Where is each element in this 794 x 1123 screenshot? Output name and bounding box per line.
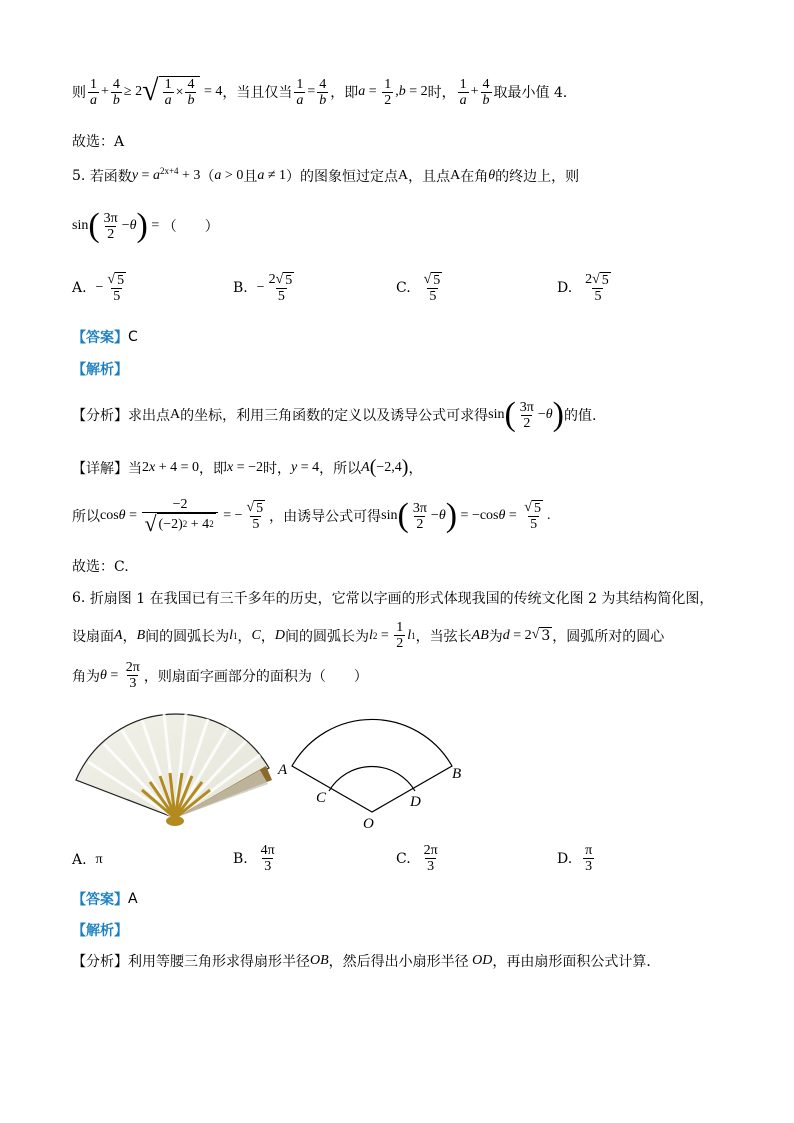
q6-option-c[interactable]: C. $\frac{2\pi}{3}$ — [396, 843, 438, 874]
q5-cos-line: 所以 cos θ = −2 √ (−2) 2 + 4 2 = − √ 5 5 ，由诱导公式可得 sin ( $\frac{3\pi}{2}$ − θ ) = −cos θ = √ 5 5 . — [72, 497, 551, 536]
q6-option-d[interactable]: D. $\frac{\pi}{3}$ — [557, 843, 593, 874]
label-o: O — [363, 816, 374, 832]
inequality-line: 则 $\frac{1}{a}$ + $\frac{4}{b}$ ≥ 2 √ $\frac{1}{a}$ × $\frac{4}{b}$ = 4 ，当且仅当 $\frac{1}{a}$ = $\frac{4}{b}$ ，即 a = $\frac{1}{2}$ , b = 2 时， $\frac{1}{a}$ + $\frac{4}{b}$ 取最小值 4． — [72, 74, 577, 108]
q6-stem-3: 角为 θ = $\frac{2\pi}{3}$ ，则扇面字画部分的面积为（ ） — [72, 660, 368, 691]
q6-analysis-label: 【解析】 — [72, 923, 128, 939]
choose-a-line: 故选：A — [72, 134, 125, 150]
q5-option-d[interactable]: D. 2 √ 5 5 — [557, 272, 609, 304]
q6-option-a[interactable]: A. π — [72, 852, 103, 868]
q5-option-c[interactable]: C. √ 5 5 — [396, 272, 441, 304]
q6-option-b[interactable]: B. $\frac{4\pi}{3}$ — [233, 843, 275, 874]
label-d: D — [410, 794, 421, 810]
q6-fenxi: 【分析】 利用等腰三角形求得扇形半径 OB ，然后得出小扇形半径 OD ，再由扇形面积公式计算． — [72, 953, 661, 970]
label-a: A — [278, 762, 288, 778]
q6-stem-1: 6. 折扇图 1 在我国已有三千多年的历史，它常以字画的形式体现我国的传统文化图 2 为其结构简化图， — [72, 590, 714, 607]
q5-stem: 5. 若函数 y = a $^{2x+4}$ + 3 （ a > 0 且 a ≠ 1 ）的图象恒过定点 A ，且点 A 在角 θ 的终边上，则 — [72, 166, 580, 185]
label-b: B — [452, 766, 462, 782]
q5-detail: 【详解】 当 2 x + 4 = 0 ，即 x = −2 时， y = 4 ，所以 A ( −2,4 ) ， — [72, 456, 423, 478]
q5-analysis-label: 【解析】 — [72, 362, 128, 378]
folding-fan-figure — [70, 710, 280, 830]
q5-option-a[interactable]: A. − √ 5 5 — [72, 272, 125, 304]
q5-fenxi: 【分析】 求出点 A 的坐标，利用三角函数的定义以及诱导公式可求得 sin ( $\frac{3\pi}{2}$ − θ ) 的值. — [72, 396, 597, 433]
q6-stem-2: 设扇面 A ， B 间的圆弧长为 l 1 ， C ， D 间的圆弧长为 l 2 = $\frac{1}{2}$ l 1 ，当弦长 AB 为 d = 2 √ 3 ，圆弧所对的圆心 — [72, 620, 665, 651]
sector-diagram — [272, 706, 472, 832]
q5-answer: 【答案】 C — [72, 329, 138, 346]
q5-choose: 故选：C. — [72, 559, 129, 575]
q6-answer: 【答案】 A — [72, 891, 138, 908]
q5-option-b[interactable]: B. − 2 √ 5 5 — [233, 272, 293, 304]
q5-expression: sin ( $\frac{3\pi}{2}$ − θ ) = （ ） — [72, 207, 219, 244]
label-c: C — [316, 790, 327, 806]
